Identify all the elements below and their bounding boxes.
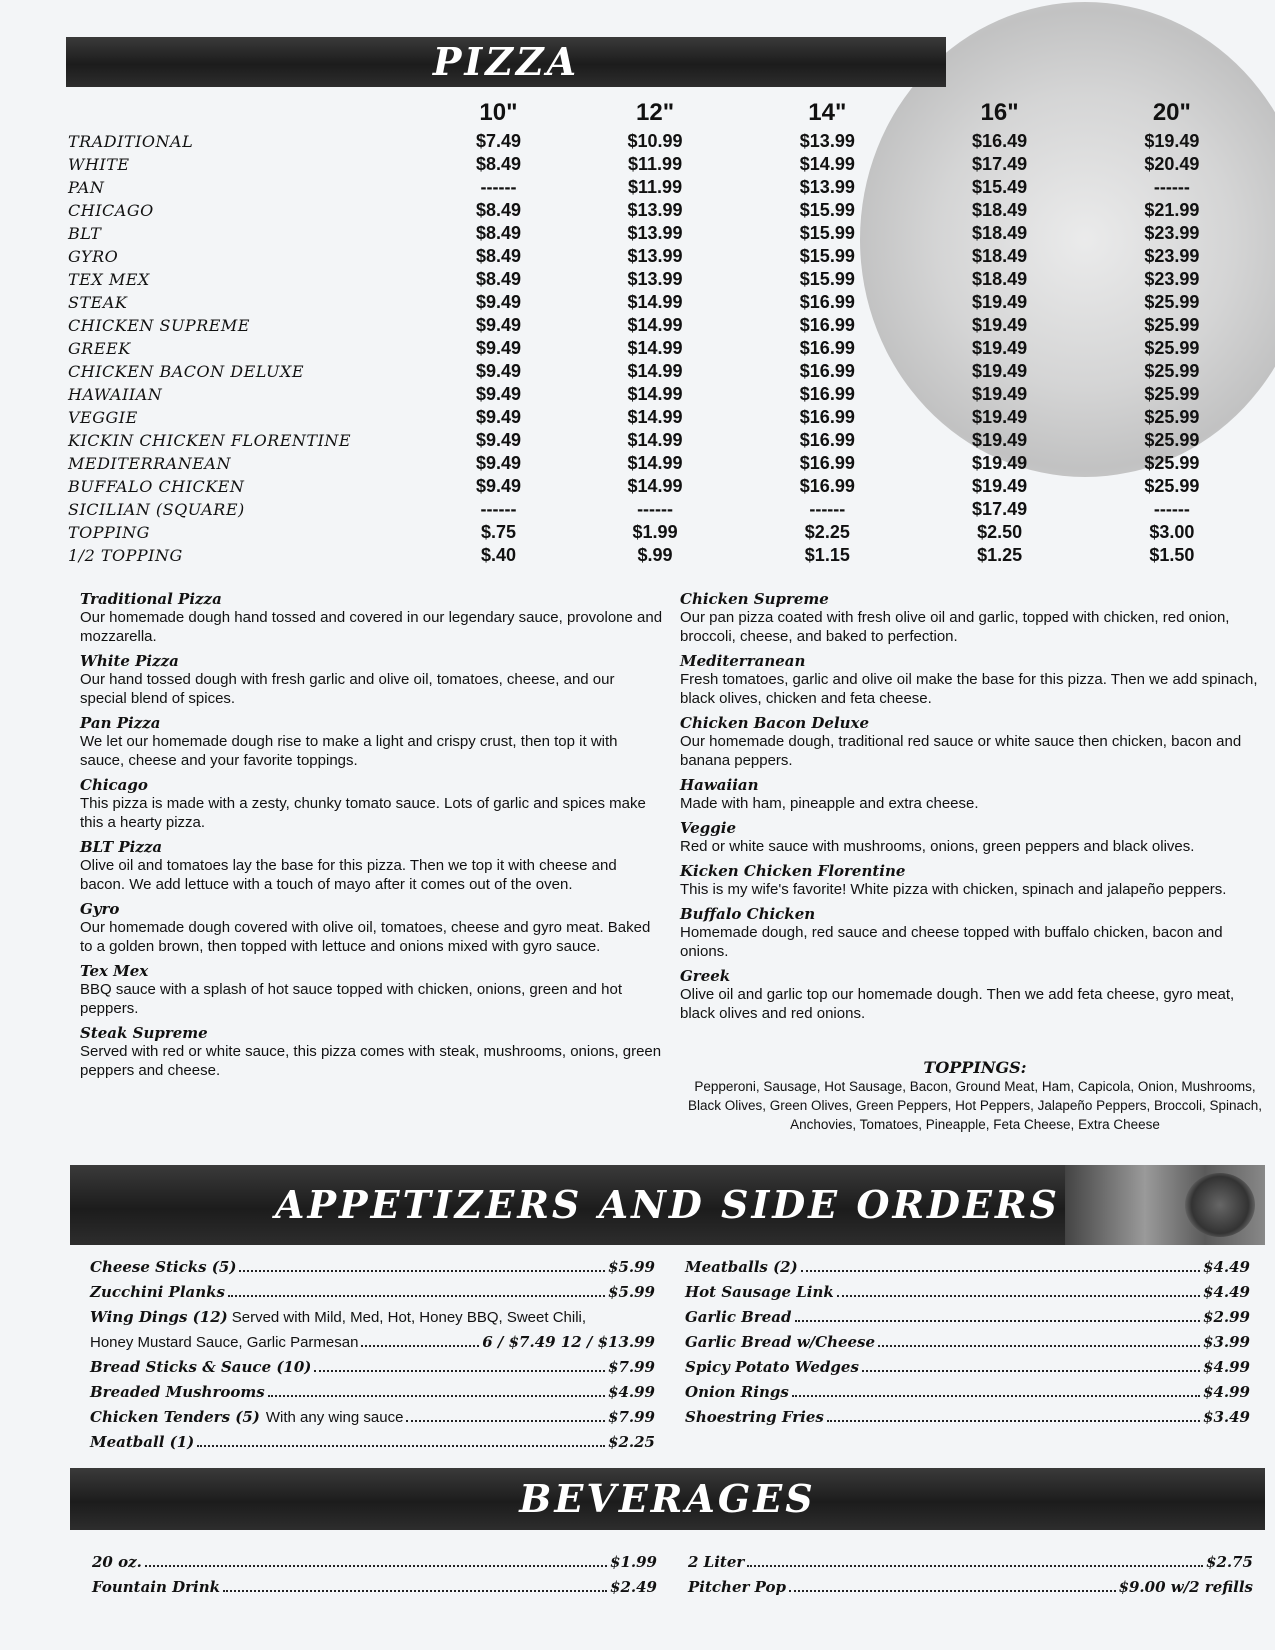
pizza-price: $9.49 bbox=[475, 361, 521, 381]
description-title: Pan Pizza bbox=[80, 714, 161, 732]
pizza-price: $8.49 bbox=[475, 223, 521, 243]
dot-leader bbox=[789, 1590, 1116, 1592]
menu-item bbox=[688, 1578, 1253, 1603]
dot-leader bbox=[228, 1295, 605, 1297]
dot-leader bbox=[801, 1270, 1200, 1272]
pizza-price: $14.99 bbox=[627, 338, 683, 358]
dot-leader bbox=[314, 1370, 605, 1372]
item-name: 20 oz. bbox=[92, 1553, 142, 1571]
item-price: $5.99 bbox=[608, 1258, 655, 1276]
pizza-price: $18.49 bbox=[972, 246, 1028, 266]
pizza-name: TEX MEX bbox=[68, 270, 150, 289]
pizza-description bbox=[80, 776, 665, 832]
pizza-price: $16.99 bbox=[799, 407, 855, 427]
pizza-price: $14.99 bbox=[627, 476, 683, 496]
description-text: We let our homemade dough rise to make a light and crispy crust, then top it with sauce, cheese and your favorite toppings. bbox=[80, 733, 618, 769]
pizza-price: $25.99 bbox=[1144, 361, 1200, 381]
description-title: Hawaiian bbox=[680, 776, 759, 794]
menu-item bbox=[685, 1308, 1250, 1333]
menu-item bbox=[685, 1333, 1250, 1358]
description-text: Made with ham, pineapple and extra cheese. bbox=[680, 795, 979, 812]
pizza-price: $25.99 bbox=[1144, 315, 1200, 335]
pizza-price: $8.49 bbox=[475, 269, 521, 289]
pizza-name: BUFFALO CHICKEN bbox=[68, 477, 245, 496]
pizza-row bbox=[68, 268, 1258, 291]
description-text: This is my wife's favorite! White pizza with chicken, spinach and jalapeño peppers. bbox=[680, 881, 1227, 898]
item-name: Meatball (1) bbox=[90, 1433, 195, 1451]
dot-leader bbox=[878, 1345, 1200, 1347]
pizza-price: $15.99 bbox=[799, 200, 855, 220]
pizza-price: $25.99 bbox=[1144, 384, 1200, 404]
pizza-price: $2.50 bbox=[977, 522, 1023, 542]
pizza-name: TRADITIONAL bbox=[68, 132, 194, 151]
pizza-price: $11.99 bbox=[628, 154, 683, 174]
item-price: $4.49 bbox=[1203, 1258, 1250, 1276]
item-name: Spicy Potato Wedges bbox=[685, 1358, 859, 1376]
pizza-price: $25.99 bbox=[1144, 430, 1200, 450]
pizza-price: $16.99 bbox=[799, 476, 855, 496]
item-price: $9.00 w/2 refills bbox=[1118, 1578, 1253, 1596]
size-header: 14" bbox=[808, 99, 847, 126]
pizza-price: $2.25 bbox=[804, 522, 850, 542]
pizza-price: $16.99 bbox=[799, 361, 855, 381]
pizza-price: $9.49 bbox=[475, 338, 521, 358]
pizza-row bbox=[68, 245, 1258, 268]
pizza-price: $8.49 bbox=[475, 200, 521, 220]
pizza-name: CHICKEN SUPREME bbox=[68, 316, 250, 335]
pizza-name: 1/2 TOPPING bbox=[68, 546, 183, 565]
pizza-price: $14.99 bbox=[627, 407, 683, 427]
pizza-price: $15.49 bbox=[972, 177, 1028, 197]
pizza-row bbox=[68, 406, 1258, 429]
pizza-description bbox=[680, 590, 1265, 646]
description-text: This pizza is made with a zesty, chunky tomato sauce. Lots of garlic and spices make this a hearty pizza. bbox=[80, 795, 646, 831]
pizza-price: $19.49 bbox=[972, 384, 1028, 404]
pizza-price: $16.99 bbox=[799, 453, 855, 473]
pizza-price: $15.99 bbox=[799, 246, 855, 266]
pizza-description bbox=[680, 714, 1265, 770]
toppings-title: TOPPINGS: bbox=[923, 1058, 1027, 1077]
pizza-price: $25.99 bbox=[1144, 338, 1200, 358]
pizza-row bbox=[68, 498, 1258, 521]
pizza-description bbox=[680, 862, 1265, 899]
pizza-row bbox=[68, 222, 1258, 245]
pizza-price: $13.99 bbox=[627, 200, 683, 220]
description-text: Our pan pizza coated with fresh olive oil and garlic, topped with chicken, red onion, broccoli, cheese, and baked to perfection. bbox=[680, 609, 1230, 645]
pizza-name: KICKIN CHICKEN FLORENTINE bbox=[68, 431, 352, 450]
pizza-price: $19.49 bbox=[972, 453, 1028, 473]
size-header: 16" bbox=[980, 99, 1019, 126]
pizza-price: $10.99 bbox=[627, 131, 683, 151]
description-title: BLT Pizza bbox=[80, 838, 163, 856]
item-note: With any wing sauce bbox=[265, 1409, 404, 1426]
item-price: $4.99 bbox=[608, 1383, 655, 1401]
description-title: Traditional Pizza bbox=[80, 590, 222, 608]
pizza-price: $14.99 bbox=[799, 154, 855, 174]
description-text: Homemade dough, red sauce and cheese topped with buffalo chicken, bacon and onions. bbox=[680, 924, 1223, 960]
menu-item bbox=[90, 1358, 655, 1383]
size-header: 20" bbox=[1152, 99, 1191, 126]
pizza-section-title: PIZZA bbox=[432, 39, 580, 84]
pizza-description bbox=[680, 776, 1265, 813]
pizza-price: $25.99 bbox=[1144, 476, 1200, 496]
pizza-price: $23.99 bbox=[1144, 223, 1200, 243]
size-header-row bbox=[68, 96, 1258, 130]
pizza-price: ------ bbox=[1153, 177, 1190, 197]
pizza-description bbox=[80, 590, 665, 646]
menu-item bbox=[90, 1433, 655, 1458]
pizza-description bbox=[80, 652, 665, 708]
pizza-price: $1.25 bbox=[977, 545, 1023, 565]
item-price: $7.99 bbox=[608, 1408, 655, 1426]
pizza-name: TOPPING bbox=[68, 523, 150, 542]
menu-item bbox=[92, 1578, 657, 1603]
pizza-price: $16.99 bbox=[799, 384, 855, 404]
pizza-row bbox=[68, 521, 1258, 544]
pizza-price-table bbox=[68, 96, 1258, 567]
pizza-price: $18.49 bbox=[972, 200, 1028, 220]
pizza-price: $9.49 bbox=[475, 384, 521, 404]
menu-item bbox=[90, 1258, 655, 1283]
pizza-price: $14.99 bbox=[627, 453, 683, 473]
dot-leader bbox=[837, 1295, 1200, 1297]
pizza-price: $16.49 bbox=[972, 131, 1028, 151]
pizza-name: BLT bbox=[68, 224, 102, 243]
pizza-price: $19.49 bbox=[972, 407, 1028, 427]
menu-item bbox=[90, 1408, 655, 1433]
pizza-description bbox=[80, 838, 665, 894]
menu-item bbox=[685, 1408, 1250, 1433]
pizza-price: $13.99 bbox=[799, 131, 855, 151]
pizza-price: $17.49 bbox=[972, 154, 1028, 174]
pizza-price: ------ bbox=[480, 177, 517, 197]
pizza-name: SICILIAN (SQUARE) bbox=[68, 500, 245, 519]
description-title: Chicken Supreme bbox=[680, 590, 829, 608]
pizza-price: $1.15 bbox=[804, 545, 850, 565]
pizza-row bbox=[68, 291, 1258, 314]
pizza-row bbox=[68, 199, 1258, 222]
item-price: 6 / $7.49 12 / $13.99 bbox=[482, 1333, 655, 1351]
dot-leader bbox=[197, 1445, 605, 1447]
pizza-price: $8.49 bbox=[475, 154, 521, 174]
description-title: Greek bbox=[680, 967, 731, 985]
description-title: Gyro bbox=[80, 900, 120, 918]
pizza-price: $13.99 bbox=[627, 269, 683, 289]
description-text: Our hand tossed dough with fresh garlic and olive oil, tomatoes, cheese, and our special blend of spices. bbox=[80, 671, 615, 707]
pizza-price: $23.99 bbox=[1144, 269, 1200, 289]
item-name: Wing Dings (12) bbox=[90, 1308, 228, 1326]
appetizers-section-title: APPETIZERS AND SIDE ORDERS bbox=[275, 1182, 1060, 1227]
pizza-price: $15.99 bbox=[799, 223, 855, 243]
pizza-row bbox=[68, 360, 1258, 383]
item-name: Zucchini Planks bbox=[90, 1283, 225, 1301]
beverages-section-banner bbox=[70, 1468, 1265, 1530]
pizza-price: $20.49 bbox=[1144, 154, 1200, 174]
pizza-price: $1.99 bbox=[632, 522, 678, 542]
dot-leader bbox=[223, 1590, 607, 1592]
menu-item bbox=[685, 1283, 1250, 1308]
pizza-row bbox=[68, 337, 1258, 360]
pizza-row bbox=[68, 176, 1258, 199]
pizza-description bbox=[680, 819, 1265, 856]
pizza-price: $7.49 bbox=[475, 131, 521, 151]
dot-leader bbox=[792, 1395, 1200, 1397]
toppings-box bbox=[680, 1058, 1270, 1134]
item-name: Hot Sausage Link bbox=[685, 1283, 834, 1301]
description-text: Olive oil and garlic top our homemade dough. Then we add feta cheese, gyro meat, black olives and red onions. bbox=[680, 986, 1235, 1022]
item-name: Breaded Mushrooms bbox=[90, 1383, 265, 1401]
dot-leader bbox=[827, 1420, 1200, 1422]
description-title: Kicken Chicken Florentine bbox=[680, 862, 906, 880]
dot-leader bbox=[268, 1395, 605, 1397]
pizza-row bbox=[68, 314, 1258, 337]
pizza-description bbox=[80, 900, 665, 956]
pizza-row bbox=[68, 475, 1258, 498]
side-order-image bbox=[1065, 1165, 1265, 1245]
pizza-price: $19.49 bbox=[972, 476, 1028, 496]
pizza-price: $9.49 bbox=[475, 292, 521, 312]
pizza-price: $19.49 bbox=[1144, 131, 1200, 151]
pizza-price: $25.99 bbox=[1144, 292, 1200, 312]
menu-item bbox=[685, 1258, 1250, 1283]
item-name: Bread Sticks & Sauce (10) bbox=[90, 1358, 312, 1376]
pizza-section-banner bbox=[66, 37, 946, 87]
description-text: Served with red or white sauce, this pizza comes with steak, mushrooms, onions, green peppers and cheese. bbox=[80, 1043, 662, 1079]
item-price: $3.49 bbox=[1203, 1408, 1250, 1426]
pizza-price: $25.99 bbox=[1144, 453, 1200, 473]
pizza-price: $23.99 bbox=[1144, 246, 1200, 266]
item-price: $7.99 bbox=[608, 1358, 655, 1376]
pizza-rows bbox=[68, 130, 1258, 567]
menu-item bbox=[685, 1383, 1250, 1408]
pizza-name: HAWAIIAN bbox=[68, 385, 163, 404]
item-price: $1.99 bbox=[610, 1553, 657, 1571]
appetizers-right-column bbox=[685, 1258, 1250, 1433]
dot-leader bbox=[747, 1565, 1203, 1567]
pizza-price: $9.49 bbox=[475, 315, 521, 335]
item-price: $4.99 bbox=[1203, 1358, 1250, 1376]
pizza-price: ------ bbox=[480, 499, 517, 519]
item-name: Cheese Sticks (5) bbox=[90, 1258, 237, 1276]
item-price: $4.99 bbox=[1203, 1383, 1250, 1401]
pizza-price: $13.99 bbox=[627, 246, 683, 266]
item-name: Shoestring Fries bbox=[685, 1408, 824, 1426]
pizza-price: $15.99 bbox=[799, 269, 855, 289]
pizza-price: $16.99 bbox=[799, 430, 855, 450]
description-title: Tex Mex bbox=[80, 962, 149, 980]
pizza-price: $17.49 bbox=[972, 499, 1028, 519]
pizza-price: $9.49 bbox=[475, 430, 521, 450]
pizza-price: $13.99 bbox=[627, 223, 683, 243]
descriptions-right bbox=[680, 590, 1265, 1029]
pizza-description bbox=[80, 962, 665, 1018]
pizza-price: $18.49 bbox=[972, 223, 1028, 243]
dot-leader bbox=[862, 1370, 1200, 1372]
item-name: Pitcher Pop bbox=[688, 1578, 786, 1596]
pizza-price: $13.99 bbox=[799, 177, 855, 197]
description-text: Our homemade dough covered with olive oil, tomatoes, cheese and gyro meat. Baked to a golden brown, then topped with lettuce and onions mixed with gyro sauce. bbox=[80, 919, 651, 955]
wing-dings-price-line bbox=[90, 1333, 655, 1358]
pizza-price: $1.50 bbox=[1149, 545, 1195, 565]
pizza-price: $16.99 bbox=[799, 292, 855, 312]
pizza-price: $14.99 bbox=[627, 384, 683, 404]
pizza-price: $19.49 bbox=[972, 315, 1028, 335]
item-name: Onion Rings bbox=[685, 1383, 789, 1401]
menu-item bbox=[90, 1383, 655, 1408]
item-price: $2.75 bbox=[1206, 1553, 1253, 1571]
description-title: Mediterranean bbox=[680, 652, 806, 670]
menu-item bbox=[688, 1553, 1253, 1578]
item-price: $2.49 bbox=[610, 1578, 657, 1596]
pizza-price: $8.49 bbox=[475, 246, 521, 266]
pizza-description bbox=[80, 1024, 665, 1080]
item-name: Garlic Bread bbox=[685, 1308, 792, 1326]
pizza-price: $9.49 bbox=[475, 453, 521, 473]
item-note: Served with Mild, Med, Hot, Honey BBQ, Sweet Chili, bbox=[231, 1309, 587, 1326]
wing-dings-line bbox=[90, 1308, 655, 1333]
pizza-description bbox=[680, 905, 1265, 961]
menu-item bbox=[90, 1283, 655, 1308]
beverages-right-column bbox=[688, 1553, 1253, 1603]
name-header bbox=[68, 96, 428, 130]
description-title: Chicago bbox=[80, 776, 148, 794]
pizza-price: $.75 bbox=[480, 522, 516, 542]
item-note: Honey Mustard Sauce, Garlic Parmesan bbox=[90, 1334, 359, 1351]
pizza-price: $14.99 bbox=[627, 292, 683, 312]
pizza-price: $9.49 bbox=[475, 476, 521, 496]
item-name: Meatballs (2) bbox=[685, 1258, 798, 1276]
pizza-row bbox=[68, 383, 1258, 406]
item-price: $4.49 bbox=[1203, 1283, 1250, 1301]
pizza-price: $19.49 bbox=[972, 361, 1028, 381]
item-price: $5.99 bbox=[608, 1283, 655, 1301]
pizza-price: $14.99 bbox=[627, 430, 683, 450]
pizza-row bbox=[68, 429, 1258, 452]
pizza-row bbox=[68, 130, 1258, 153]
pizza-price: $11.99 bbox=[628, 177, 683, 197]
pizza-price: $18.49 bbox=[972, 269, 1028, 289]
pizza-name: STEAK bbox=[68, 293, 128, 312]
descriptions-left bbox=[80, 590, 665, 1086]
dot-leader bbox=[795, 1320, 1200, 1322]
pizza-price: ------ bbox=[809, 499, 846, 519]
sauce-bowl-image bbox=[1185, 1173, 1255, 1237]
item-price: $2.25 bbox=[608, 1433, 655, 1451]
pizza-description bbox=[680, 652, 1265, 708]
appetizers-left-column bbox=[90, 1258, 655, 1458]
item-price: $3.99 bbox=[1203, 1333, 1250, 1351]
pizza-description bbox=[80, 714, 665, 770]
item-name: 2 Liter bbox=[688, 1553, 745, 1571]
pizza-name: GYRO bbox=[68, 247, 119, 266]
description-title: Buffalo Chicken bbox=[680, 905, 816, 923]
pizza-row bbox=[68, 153, 1258, 176]
pizza-name: PAN bbox=[68, 178, 105, 197]
description-title: Steak Supreme bbox=[80, 1024, 208, 1042]
description-text: Fresh tomatoes, garlic and olive oil make the base for this pizza. Then we add spinach, black olives, chicken and feta cheese. bbox=[680, 671, 1258, 707]
pizza-name: VEGGIE bbox=[68, 408, 138, 427]
pizza-price: $16.99 bbox=[799, 338, 855, 358]
pizza-price: $19.49 bbox=[972, 430, 1028, 450]
size-header: 10" bbox=[479, 99, 518, 126]
pizza-row bbox=[68, 452, 1258, 475]
item-name: Fountain Drink bbox=[92, 1578, 221, 1596]
description-title: Veggie bbox=[680, 819, 737, 837]
pizza-price: ------ bbox=[637, 499, 674, 519]
pizza-name: WHITE bbox=[68, 155, 130, 174]
size-header: 12" bbox=[636, 99, 675, 126]
pizza-price: $.99 bbox=[637, 545, 673, 565]
pizza-price: $19.49 bbox=[972, 292, 1028, 312]
pizza-name: CHICAGO bbox=[68, 201, 154, 220]
pizza-price: $25.99 bbox=[1144, 407, 1200, 427]
dot-leader bbox=[145, 1565, 607, 1567]
pizza-name: CHICKEN BACON DELUXE bbox=[68, 362, 305, 381]
item-name: Garlic Bread w/Cheese bbox=[685, 1333, 876, 1351]
description-text: Olive oil and tomatoes lay the base for this pizza. Then we top it with cheese and bacon. We add lettuce with a touch of mayo after it comes out of the oven. bbox=[80, 857, 617, 893]
description-text: Our homemade dough hand tossed and covered in our legendary sauce, provolone and mozzarella. bbox=[80, 609, 663, 645]
pizza-price: $21.99 bbox=[1144, 200, 1200, 220]
pizza-name: MEDITERRANEAN bbox=[68, 454, 231, 473]
pizza-name: GREEK bbox=[68, 339, 131, 358]
description-title: White Pizza bbox=[80, 652, 179, 670]
pizza-price: $14.99 bbox=[627, 315, 683, 335]
dot-leader bbox=[239, 1270, 605, 1272]
item-name: Chicken Tenders (5) bbox=[90, 1408, 260, 1426]
dot-leader bbox=[406, 1420, 605, 1422]
description-text: Our homemade dough, traditional red sauce or white sauce then chicken, bacon and banana peppers. bbox=[680, 733, 1242, 769]
description-text: BBQ sauce with a splash of hot sauce topped with chicken, onions, green and hot peppers. bbox=[80, 981, 623, 1017]
pizza-price: $3.00 bbox=[1149, 522, 1195, 542]
description-title: Chicken Bacon Deluxe bbox=[680, 714, 870, 732]
dot-leader bbox=[361, 1345, 479, 1347]
pizza-price: $16.99 bbox=[799, 315, 855, 335]
beverages-section-title: BEVERAGES bbox=[519, 1476, 816, 1521]
toppings-list: Pepperoni, Sausage, Hot Sausage, Bacon, Ground Meat, Ham, Capicola, Onion, Mushrooms, Black Olives, Green Olives, Green Peppers, Hot Peppers, Jalapeño Peppers, Broccoli, Spinach, Anchovies, Tomatoes, Pineapple, Feta Cheese, Extra Cheese bbox=[687, 1079, 1263, 1132]
menu-item bbox=[92, 1553, 657, 1578]
pizza-description bbox=[680, 967, 1265, 1023]
pizza-price: ------ bbox=[1153, 499, 1190, 519]
pizza-price: $19.49 bbox=[972, 338, 1028, 358]
beverages-left-column bbox=[92, 1553, 657, 1603]
menu-item bbox=[685, 1358, 1250, 1383]
pizza-price: $9.49 bbox=[475, 407, 521, 427]
pizza-price: $.40 bbox=[480, 545, 516, 565]
item-price: $2.99 bbox=[1203, 1308, 1250, 1326]
pizza-row bbox=[68, 544, 1258, 567]
description-text: Red or white sauce with mushrooms, onions, green peppers and black olives. bbox=[680, 838, 1195, 855]
pizza-price: $14.99 bbox=[627, 361, 683, 381]
